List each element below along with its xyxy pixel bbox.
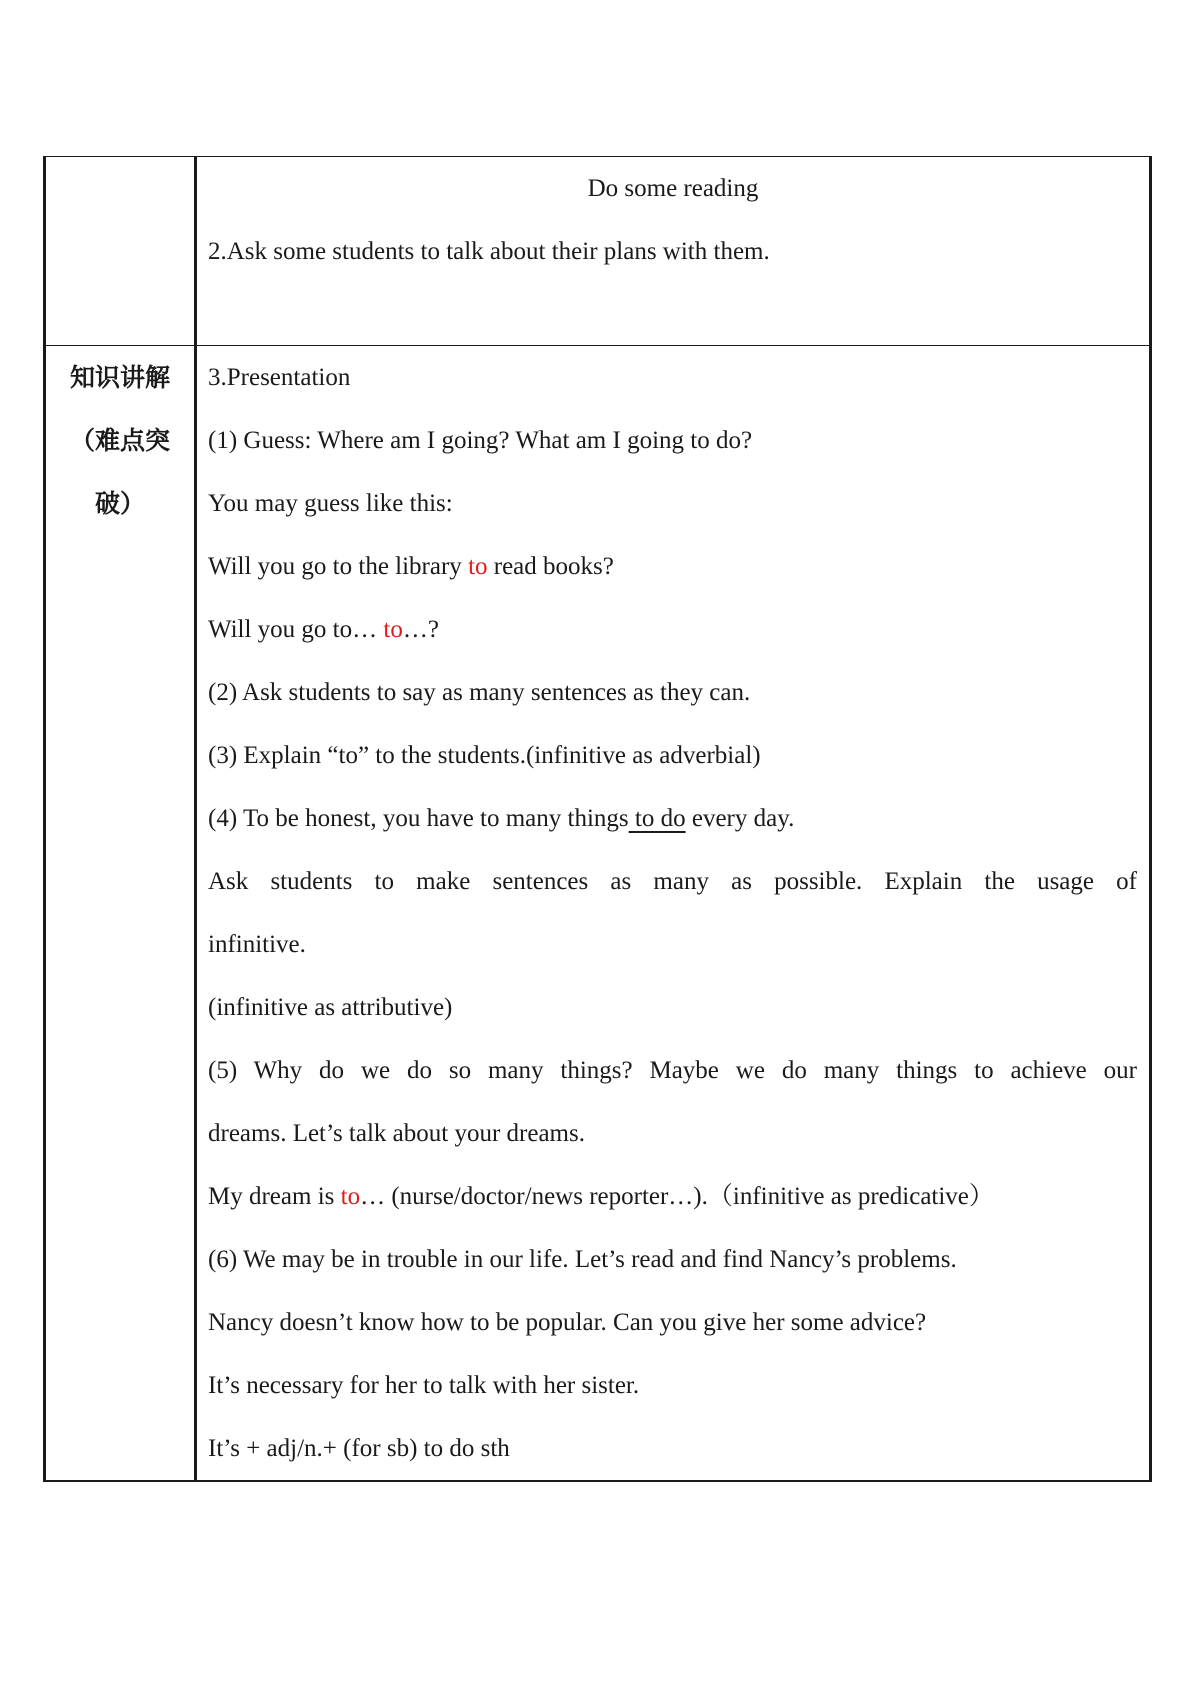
content-line: (2) Ask students to say as many sentences as they can.: [208, 679, 751, 706]
step-2-text: 2.Ask some students to talk about their plans with them.: [208, 238, 770, 265]
highlight-to: to: [383, 616, 403, 643]
section-label-line: （难点突: [69, 426, 170, 455]
content-line: (3) Explain “to” to the students.(infinitive as adverbial): [208, 742, 761, 769]
section-label-cell: [45, 346, 196, 1482]
section-label: [46, 346, 194, 535]
highlight-to: to: [340, 1183, 361, 1210]
table-row: [45, 157, 1151, 346]
underlined-to-do: to do: [628, 805, 686, 832]
content-line: [197, 787, 1149, 850]
content-line: [197, 535, 1149, 598]
highlight-to: to: [468, 553, 488, 580]
text-span: … (nurse/doctor/news reporter…).（infinitive as predicative）: [360, 1183, 994, 1210]
text-span: Will you go to the library: [208, 553, 469, 580]
content-line: infinitive.: [208, 931, 306, 958]
content-line: Nancy doesn’t know how to be popular. Can you give her some advice?: [208, 1309, 927, 1336]
presentation-title: 3.Presentation: [208, 364, 351, 391]
content-line: (6) We may be in trouble in our life. Let’s read and find Nancy’s problems.: [208, 1246, 957, 1273]
content-line: (1) Guess: Where am I going? What am I going to do?: [208, 427, 753, 454]
content-line: [197, 598, 1149, 661]
reading-heading: Do some reading: [587, 175, 759, 202]
content-line: It’s + adj/n.+ (for sb) to do sth: [208, 1435, 510, 1462]
section-label-line: 知识讲解: [69, 363, 170, 392]
presentation-content-cell: [196, 346, 1151, 1482]
content-line: It’s necessary for her to talk with her sister.: [208, 1372, 640, 1399]
text-span: read books?: [487, 553, 614, 580]
text-span: Will you go to…: [208, 616, 384, 643]
content-line: (infinitive as attributive): [208, 994, 453, 1021]
text-span: …?: [402, 616, 439, 643]
content-line: [197, 1165, 1149, 1228]
content-line: dreams. Let’s talk about your dreams.: [208, 1120, 585, 1147]
text-span: My dream is: [208, 1183, 341, 1210]
section-label-line: 破）: [94, 489, 145, 518]
content-cell-reading: [196, 157, 1151, 346]
text-span: every day.: [685, 805, 795, 832]
table-row: [45, 346, 1151, 1482]
lesson-plan-table: [43, 156, 1152, 1482]
content-line: (5) Why do we do so many things? Maybe we do many things to achieve our: [208, 1057, 1137, 1084]
content-line: You may guess like this:: [208, 490, 453, 517]
text-span: (4) To be honest, you have to many things: [208, 805, 629, 832]
content-line: Ask students to make sentences as many as possible. Explain the usage of: [208, 868, 1137, 895]
label-cell-empty: [45, 157, 196, 346]
